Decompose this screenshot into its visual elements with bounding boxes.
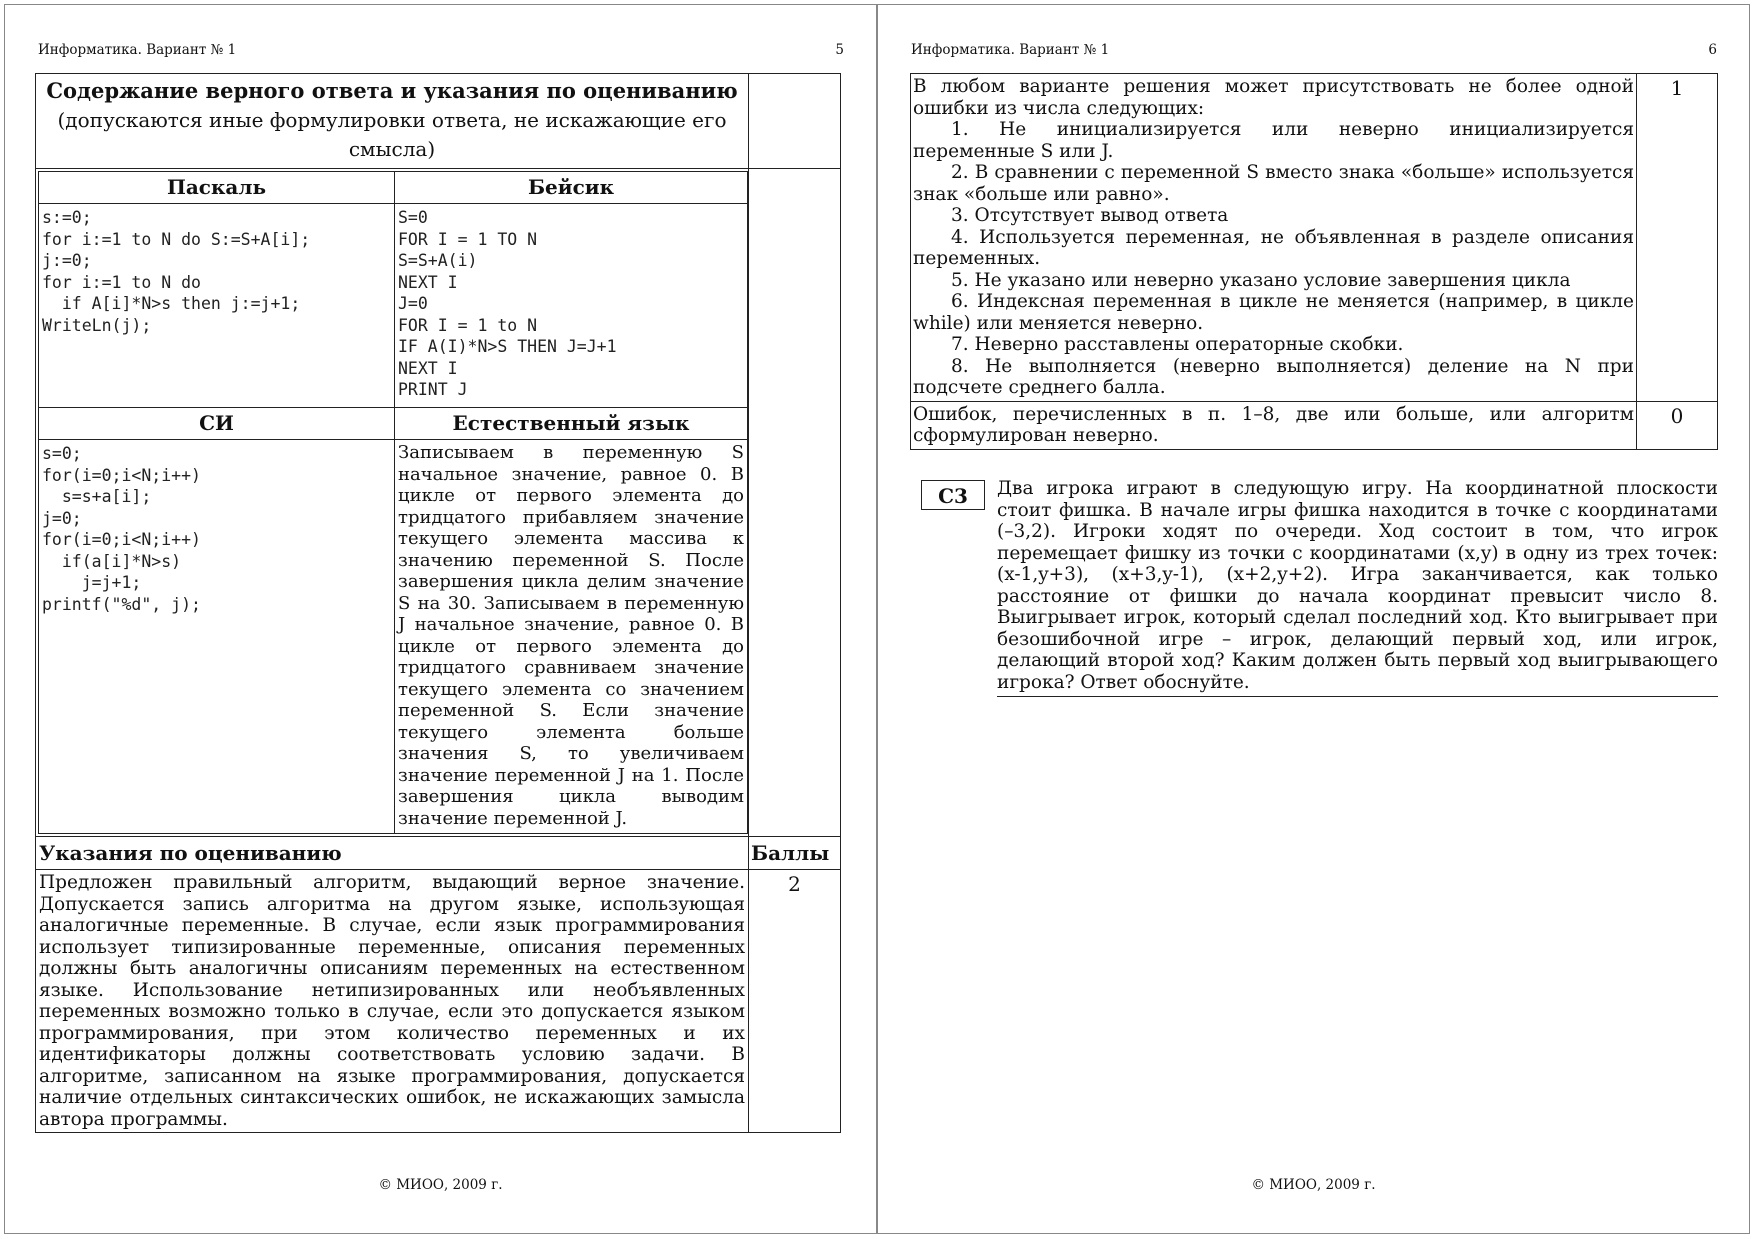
criterion-2-score: 2	[749, 870, 841, 1133]
error-item: 7. Неверно расставлены операторные скобки.	[951, 334, 1404, 355]
task-c3-text: Два игрока играют в следующую игру. На координатной плоскости стоит фишка. В начале игры фишка находится в точке с координатами (–3,2). Игроки ходят по очереди. Ход состоит в том, что игрок перемещает фишку из точки с координатами (x,y) в одну из трех точек: (x-1,y+3), (x+3,y-1), (x+2,y+2). Игра заканчивается, как только расстояние от фишки до начала координат превысит число 8. Выигрывает игрок, который сделал последний ход. Кто выигрывает при безошибочной игре – игрок, делающий первый ход, или игрок, делающий второй ход? Каким должен быть первый ход выигрывающего игрока? Ответ обоснуйте.	[997, 478, 1718, 697]
header-title: Информатика. Вариант № 1	[38, 42, 237, 58]
error-item: 6. Индексная переменная в цикле не меняется (например, в цикле while) или меняется неверно.	[913, 291, 1634, 334]
footer: © МИОО, 2009 г.	[378, 1177, 503, 1193]
task-label-badge: С3	[921, 480, 985, 510]
page-number: 5	[835, 42, 844, 58]
code-table	[38, 171, 748, 834]
header-title: Информатика. Вариант № 1	[911, 42, 1110, 58]
lang-c-header: СИ	[39, 408, 395, 440]
page-5	[4, 4, 877, 1234]
error-item: 3. Отсутствует вывод ответа	[951, 205, 1229, 226]
page-6	[877, 4, 1750, 1234]
points-header: Баллы	[749, 837, 841, 870]
error-item: 2. В сравнении с переменной S вместо знака «больше» используется знак «больше или равно».	[913, 162, 1634, 205]
answer-heading	[36, 74, 749, 169]
answer-heading-subtitle: (допускаются иные формулировки ответа, не искажающие его смысла)	[57, 108, 727, 161]
criterion-1-score: 1	[1637, 74, 1718, 402]
natural-language-text: Записываем в переменную S начальное значение, равное 0. В цикле от первого элемента до тридцатого прибавляем значение текущего элемента массива к значению переменной S. После завершения цикла делим значение S на 30. Записываем в переменную J начальное значение, равное 0. В цикле от первого элемента до тридцатого сравниваем значение текущего элемента со значением переменной S. Если значение текущего элемента больше значения S, то увеличиваем значение переменной J на 1. После завершения цикла выводим значение переменной J.	[398, 442, 744, 829]
error-item: 8. Не выполняется (неверно выполняется) деление на N при подсчете среднего балла.	[913, 355, 1634, 398]
page-number: 6	[1708, 42, 1717, 58]
lang-pascal-header: Паскаль	[39, 172, 395, 204]
c-code: s=0; for(i=0;i<N;i++) s=s+a[i]; j=0; for(i=0;i<N;i++) if(a[i]*N>s) j=j+1; printf("%d", j);	[42, 444, 201, 614]
grading-table	[910, 73, 1718, 450]
error-item: 1. Не инициализируется или неверно инициализируется переменные S или J.	[913, 119, 1634, 162]
code-solutions	[36, 169, 749, 837]
answer-heading-title: Содержание верного ответа и указания по оцениванию	[46, 78, 738, 103]
criterion-0-score: 0	[1637, 401, 1718, 449]
lang-natural-header: Естественный язык	[395, 408, 748, 440]
pascal-code: s:=0; for i:=1 to N do S:=S+A[i]; j:=0; for i:=1 to N do if A[i]*N>s then j:=j+1; WriteLn(j);	[42, 208, 311, 335]
criterion-0-text: Ошибок, перечисленных в п. 1–8, две или больше, или алгоритм сформулирован неверно.	[911, 401, 1637, 449]
criterion-1-text	[911, 74, 1637, 402]
grading-header: Указания по оцениванию	[36, 837, 749, 870]
criterion-2-text: Предложен правильный алгоритм, выдающий верное значение. Допускается запись алгоритма на другом языке, использующая аналогичные переменные. В случае, если язык программирования использует типизированные переменные, описания переменных должны быть аналогичны описаниям переменных на естественном языке. Использование нетипизированных или необъявленных переменных возможно только в случае, если это допускается языком программирования, при этом количество переменных и их идентификаторы должны соответствовать условию задачи. В алгоритме, записанном на языке программирования, допускается наличие отдельных синтаксических ошибок, не искажающих замысла автора программы.	[36, 870, 749, 1133]
error-item: 4. Используется переменная, не объявленная в разделе описания переменных.	[913, 226, 1634, 269]
lang-basic-header: Бейсик	[395, 172, 748, 204]
basic-code: S=0 FOR I = 1 TO N S=S+A(i) NEXT I J=0 FOR I = 1 to N IF A(I)*N>S THEN J=J+1 NEXT I PRINT J	[398, 208, 617, 399]
answer-table	[35, 73, 841, 1133]
error-item: 5. Не указано или неверно указано условие завершения цикла	[951, 269, 1571, 291]
footer: © МИОО, 2009 г.	[1251, 1177, 1376, 1193]
criterion-1-intro: В любом варианте решения может присутствовать не более одной ошибки из числа следующих:	[913, 76, 1634, 119]
